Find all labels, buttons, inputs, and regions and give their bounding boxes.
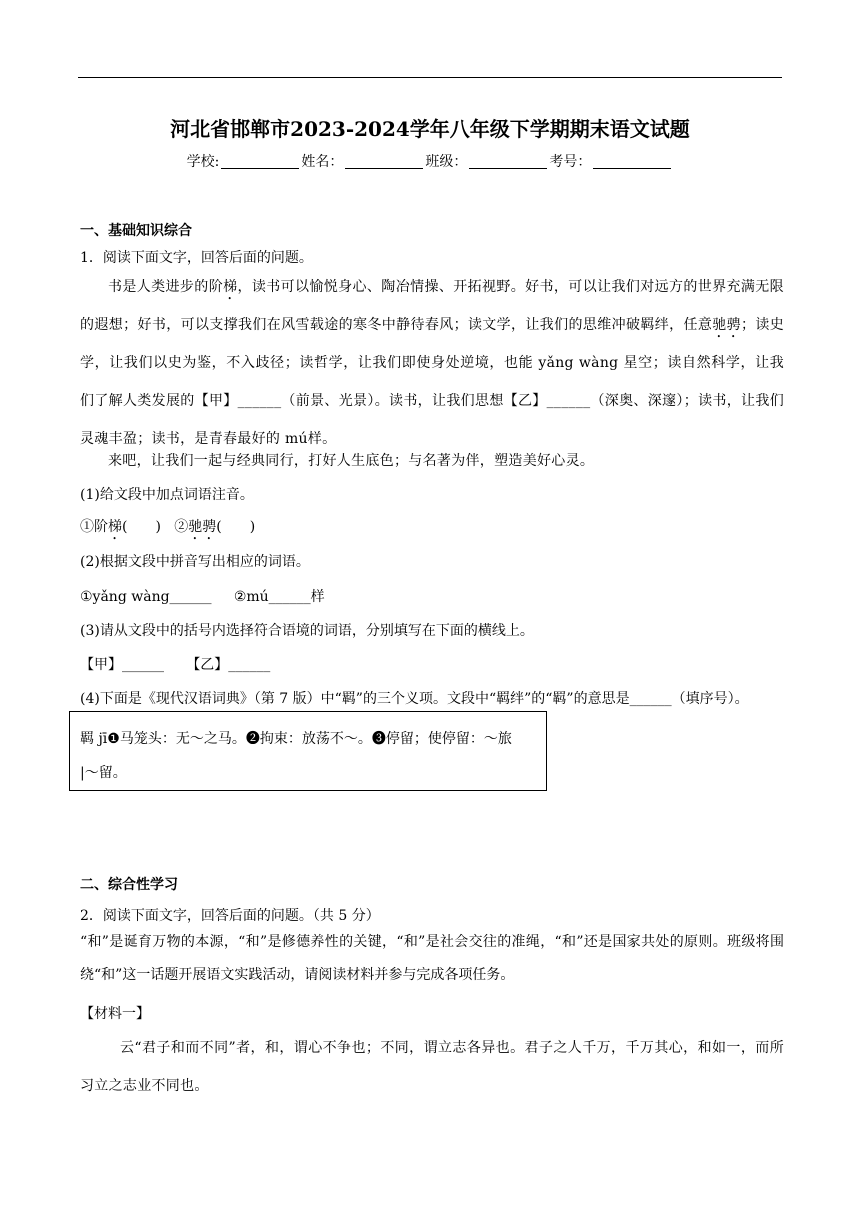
blank-yi[interactable]: 【乙】______	[186, 657, 271, 673]
top-rule	[78, 77, 782, 78]
dotted-word-chicheng: 驰骋	[712, 317, 741, 333]
sub-question-2: (2)根据文段中拼音写出相应的词语。	[80, 554, 310, 570]
sub-question-1: (1)给文段中加点词语注音。	[80, 487, 254, 503]
sub-question-2-items	[80, 586, 325, 606]
passage-paragraph-2: 来吧，让我们一起与经典同行，打好人生底色；与名著为伴，塑造美好心灵。	[108, 453, 595, 469]
number-label: 考号：	[549, 154, 592, 170]
school-label: 学校:	[186, 154, 220, 170]
material-1-label: 【材料一】	[80, 1006, 150, 1022]
section2-heading: 二、综合性学习	[80, 877, 178, 893]
sub-question-4: (4)下面是《现代汉语词典》（第 7 版）中“羁”的三个义项。文段中“羁绊”的“羁”的意思是______（填序号）。	[80, 691, 749, 707]
section1-heading: 一、基础知识综合	[80, 223, 192, 239]
dictionary-line-2: |～留。	[80, 765, 127, 781]
page-title: 河北省邯郸市2023-2024学年八年级下学期期末语文试题	[170, 117, 690, 141]
name-field[interactable]	[345, 154, 423, 169]
sub-question-1-items	[80, 516, 255, 543]
passage-text: 书是人类进步的阶	[108, 279, 224, 295]
item-b-answer[interactable]: ( )	[216, 519, 256, 535]
item-b: ②	[174, 519, 189, 535]
sub-question-3-items	[80, 654, 270, 674]
passage-text: ，读书可以愉悦身心、陶冶情操、开拓视野。好书，可以让我们对远方的世界充满无限的遐想；好书，可以支撑我们在风雪载途的寒冬中静待春风；读文学，让我们的思维冲破羁绊，任意	[80, 279, 784, 333]
blank-jia[interactable]: 【甲】______	[80, 657, 164, 673]
class-field[interactable]	[469, 154, 547, 169]
name-label: 姓名：	[301, 154, 344, 170]
pinyin-item-b[interactable]: ②mú______样	[233, 589, 325, 605]
q2-intro: “和”是诞育万物的本源，“和”是修德养性的关键，“和”是社会交往的准绳，“和”还是国家共处的原则。班级将围绕“和”这一话题开展语文实践活动，请阅读材料并参与完成各项任务。	[80, 934, 784, 983]
item-b-dotted: 驰骋	[188, 519, 217, 535]
school-field[interactable]	[221, 154, 299, 169]
passage-text: ；读史学，让我们以史为鉴，不入歧径；读哲学，让我们即使身处逆境，也能 yǎng wàng 星空；读自然科学，让我们了解人类发展的【甲】______（前景、光景）。读书，让我们思想【乙】______（深奥、深邃）；读书，让我们灵魂丰盈；读书，是青春最好的 mú样。	[80, 317, 785, 447]
dotted-word-ti: 梯	[223, 279, 238, 295]
number-field[interactable]	[593, 154, 671, 169]
item-a-dotted: 梯	[108, 519, 122, 535]
q1-stem: 1．阅读下面文字，回答后面的问题。	[80, 250, 313, 266]
sub-question-3: (3)请从文段中的括号内选择符合语境的词语，分别填写在下面的横线上。	[80, 623, 534, 639]
material-1-text: 云“君子和而不同”者，和，谓心不争也；不同，谓立志各异也。君子之人千万，千万其心，和如一，而所习立之志业不同也。	[80, 1040, 784, 1094]
student-info-line	[0, 151, 860, 171]
item-a-answer[interactable]: ( )	[122, 519, 161, 535]
class-label: 班级：	[425, 154, 468, 170]
passage-paragraph-1	[80, 268, 784, 458]
item-a: ①阶	[80, 519, 108, 535]
q2-stem: 2．阅读下面文字，回答后面的问题。（共 5 分）	[80, 908, 380, 924]
pinyin-item-a[interactable]: ①yǎng wàng______	[80, 589, 212, 605]
dictionary-entry-box	[69, 711, 547, 791]
dictionary-line-1: 羁 jī❶马笼头：无～之马。❷拘束：放荡不～。❸停留；使停留：～旅	[80, 731, 512, 747]
